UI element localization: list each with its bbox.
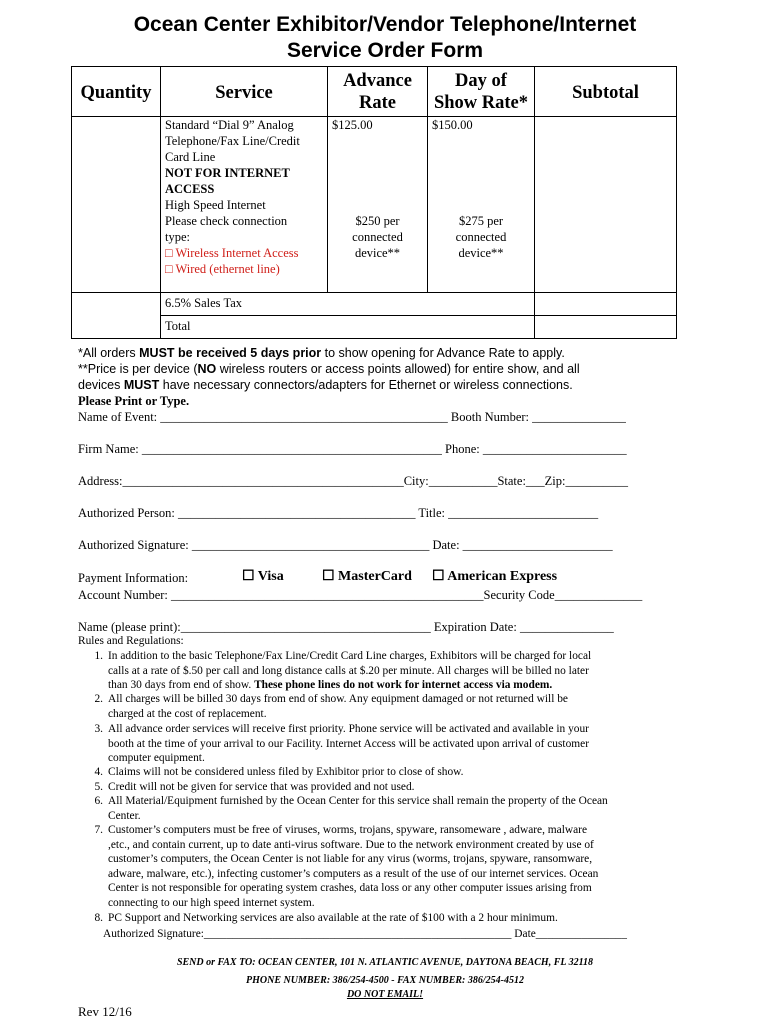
- total-amount[interactable]: [535, 316, 677, 339]
- revision-label: Rev 12/16: [78, 1004, 132, 1019]
- header-advance-rate: Advance Rate: [328, 67, 428, 117]
- advance-rate-internet: $250 per: [355, 214, 400, 228]
- phone-fax-numbers: PHONE NUMBER: 386/254-4500 - FAX NUMBER: 386/254-4512: [246, 975, 524, 986]
- advance-rate-internet: connected: [352, 230, 403, 244]
- rule-7: Customer’s computers must be free of viruses, worms, trojans, spyware, ransomeware , adware, malware ,etc., and contain current, up to date anti-virus software. Due to the network environment created by use of customer’s computers, the Ocean Center is not liable for any virus (worms, trojans, spyware, ransomware, adware, malware, etc.), infecting customer’s computers as a result of the use of our internet services. Ocean Center is not responsible for operating system crashes, data loss or any other computer issues arising from connecting to our high speed internet system.: [108, 824, 599, 909]
- send-to-address: SEND or FAX TO: OCEAN CENTER, 101 N. ATLANTIC AVENUE, DAYTONA BEACH, FL 32118: [176, 957, 594, 968]
- mastercard-checkbox[interactable]: ☐ MasterCard: [322, 569, 412, 584]
- visa-checkbox[interactable]: ☐ Visa: [242, 569, 284, 584]
- device-note-continued: devices MUST have necessary connectors/adapters for Ethernet or wireless connections.: [78, 378, 573, 392]
- header-quantity: Quantity: [72, 67, 161, 117]
- service-internet-line: High Speed Internet: [165, 198, 266, 212]
- advance-note: *All orders MUST be received 5 days prior to show opening for Advance Rate to apply.: [78, 346, 565, 360]
- form-subtitle: Service Order Form: [286, 39, 484, 62]
- amex-checkbox[interactable]: ☐ American Express: [432, 569, 558, 584]
- rule-number: 2.: [94, 693, 103, 705]
- rule-number: 4.: [94, 766, 103, 778]
- day-of-show-rate-internet: connected: [455, 230, 507, 244]
- service-analog-line: Telephone/Fax Line/Credit: [165, 134, 300, 148]
- rule-number: 3.: [94, 723, 103, 735]
- rule-3: All advance order services will receive first priority. Phone service will be activated and available in your booth at the time of your arrival to our Facility. Internet Access will be activated upon arrival of customer computer equipment.: [108, 723, 589, 765]
- rule-number: 6.: [94, 795, 103, 807]
- day-of-show-rate-internet: $275 per: [458, 214, 504, 228]
- header-service: Service: [161, 67, 328, 117]
- total-label: Total: [165, 319, 191, 333]
- rules-heading: Rules and Regulations:: [78, 635, 184, 647]
- day-of-show-rate-cell: [428, 117, 535, 293]
- quantity-cell[interactable]: [72, 117, 161, 293]
- rule-2: All charges will be billed 30 days from end of show. Any equipment damaged or not returned will be charged at the cost of replacement.: [108, 693, 568, 720]
- advance-rate-analog: $125.00: [332, 118, 373, 132]
- rule-number: 7.: [94, 824, 103, 836]
- do-not-email-warning: DO NOT EMAIL!: [346, 989, 424, 1000]
- rules-list: [85, 649, 685, 949]
- rule-1: In addition to the basic Telephone/Fax Line/Credit Card Line charges, Exhibitors will be charged for local calls at a rate of $.50 per call and long distance calls at $.20 per minute. All charges will be billed no later than 30 days from end of show. These phone lines do not work for internet access via modem.: [108, 650, 592, 692]
- rule-6: All Material/Equipment furnished by the Ocean Center for this service shall remain the property of the Ocean Center.: [108, 795, 608, 822]
- firm-name-field[interactable]: Firm Name: ________________________________________________ Phone: _______________________: [78, 442, 627, 456]
- rule-5: Credit will not be given for service that was provided and not used.: [108, 781, 415, 793]
- not-for-internet-warning: ACCESS: [165, 182, 215, 196]
- rules-authorized-signature-field[interactable]: Authorized Signature:______________________________________________________ Date________________: [103, 928, 627, 940]
- rule-8: PC Support and Networking services are also available at the rate of $100 with a 2 hour minimum.: [108, 912, 558, 924]
- day-of-show-rate-internet: device**: [458, 246, 504, 260]
- rule-number: 1.: [94, 650, 103, 662]
- print-instruction: Please Print or Type.: [78, 394, 190, 408]
- service-internet-line: Please check connection: [165, 214, 288, 228]
- subtotal-cell[interactable]: [535, 117, 677, 293]
- advance-rate-internet: device**: [354, 246, 401, 260]
- wired-option-checkbox[interactable]: □ Wired (ethernet line): [165, 262, 280, 276]
- event-name-field[interactable]: Name of Event: ______________________________________________ Booth Number: _______________: [78, 410, 626, 424]
- service-internet-line: type:: [165, 230, 190, 244]
- advance-rate-cell: [328, 117, 428, 293]
- not-for-internet-warning: NOT FOR INTERNET: [165, 166, 290, 180]
- service-cell: [161, 117, 328, 293]
- authorized-person-field[interactable]: Authorized Person: ______________________________________ Title: ________________________: [78, 506, 599, 520]
- address-field[interactable]: Address:_____________________________________________City:___________State:___Zip:__________: [78, 474, 628, 488]
- rule-number: 5.: [94, 781, 103, 793]
- rule-number: 8.: [94, 912, 103, 924]
- day-of-show-rate-analog: $150.00: [432, 118, 473, 132]
- authorized-signature-field[interactable]: Authorized Signature: ______________________________________ Date: ________________________: [78, 538, 613, 552]
- name-print-field[interactable]: Name (please print):________________________________________ Expiration Date: _______________: [78, 620, 614, 634]
- account-number-field[interactable]: Account Number: __________________________________________________Security Code______________: [78, 588, 643, 602]
- form-title: Ocean Center Exhibitor/Vendor Telephone/Internet: [133, 13, 637, 36]
- service-analog-line: Card Line: [165, 150, 216, 164]
- header-subtotal: Subtotal: [535, 67, 677, 117]
- sales-tax-label: 6.5% Sales Tax: [165, 296, 243, 310]
- blank-cell: [72, 293, 161, 316]
- service-analog-line: Standard “Dial 9” Analog: [165, 118, 294, 132]
- header-day-of-show-rate: Day of Show Rate*: [428, 67, 535, 117]
- order-table: [71, 66, 677, 339]
- device-note: **Price is per device (NO wireless routers or access points allowed) for entire show, and all: [78, 362, 580, 376]
- sales-tax-amount[interactable]: [535, 293, 677, 316]
- blank-cell: [72, 316, 161, 339]
- payment-info-label: Payment Information:: [78, 571, 189, 585]
- wireless-option-checkbox[interactable]: □ Wireless Internet Access: [165, 246, 299, 260]
- rule-4: Claims will not be considered unless filed by Exhibitor prior to close of show.: [108, 766, 464, 778]
